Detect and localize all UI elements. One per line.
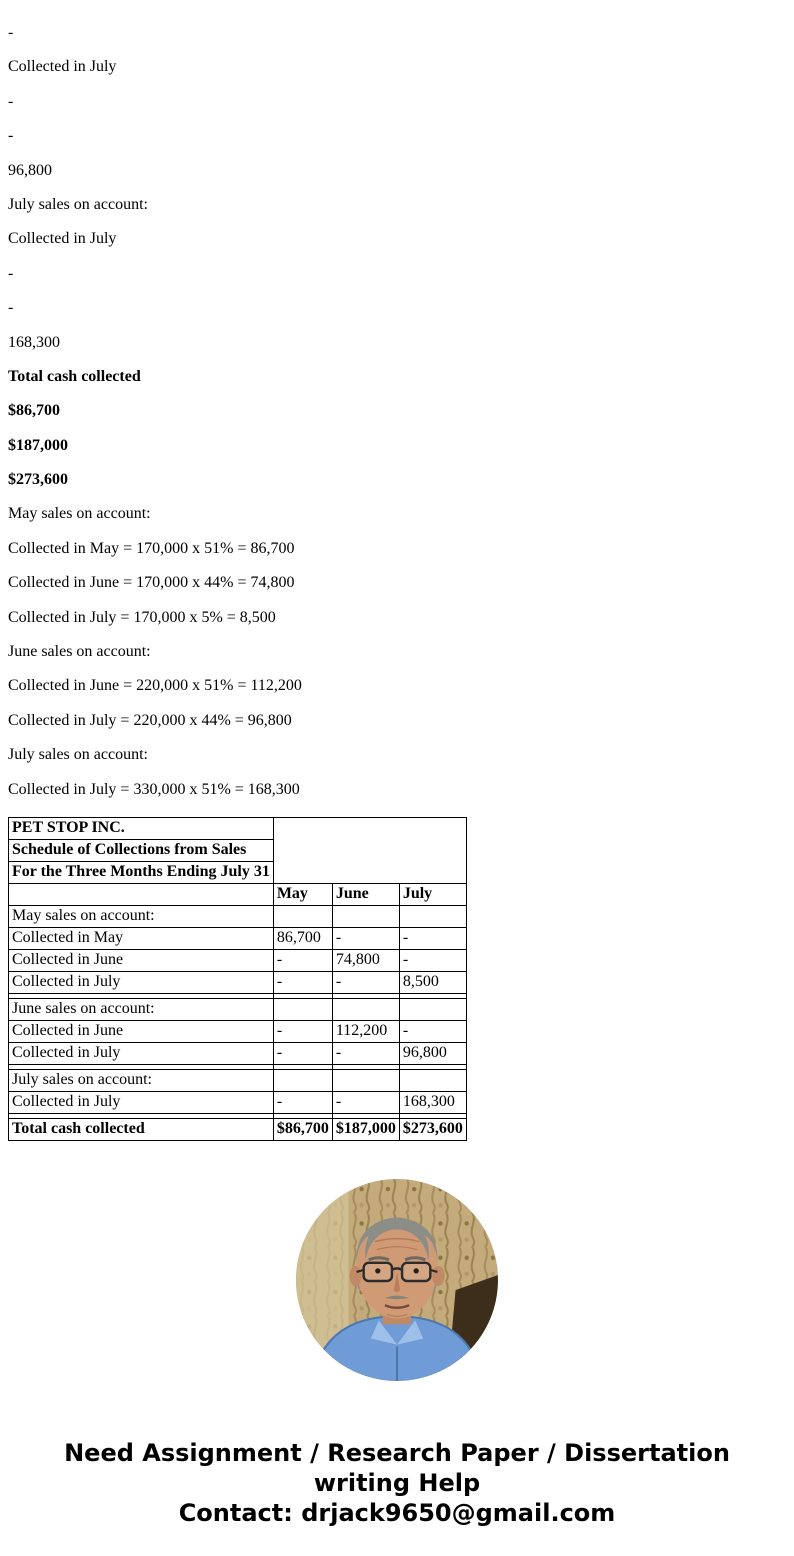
paragraph: Collected in July = 220,000 x 44% = 96,800 bbox=[8, 711, 292, 729]
paragraph: Collected in June = 220,000 x 51% = 112,200 bbox=[8, 677, 302, 695]
row-label-cell: Total cash collected bbox=[9, 1118, 274, 1140]
paragraph: 168,300 bbox=[8, 333, 60, 351]
row-value-cell: 96,800 bbox=[399, 1042, 466, 1064]
paragraph-list bbox=[8, 24, 786, 799]
row-value-cell: 74,800 bbox=[332, 949, 399, 971]
paragraph: - bbox=[8, 264, 14, 282]
table-column-header: July bbox=[399, 883, 466, 905]
table-column-header: June bbox=[332, 883, 399, 905]
table-row bbox=[9, 1042, 467, 1064]
row-label-cell: May sales on account: bbox=[9, 905, 274, 927]
paragraph: - bbox=[8, 127, 14, 145]
table-row bbox=[9, 1020, 467, 1042]
row-value-cell: - bbox=[273, 1042, 332, 1064]
paragraph: - bbox=[8, 92, 14, 110]
paragraph: May sales on account: bbox=[8, 505, 151, 523]
table-header-empty-cell bbox=[9, 883, 274, 905]
row-value-cell: $86,700 bbox=[273, 1118, 332, 1140]
row-label-cell: July sales on account: bbox=[9, 1069, 274, 1091]
row-value-cell bbox=[399, 905, 466, 927]
table-title-row bbox=[9, 817, 467, 839]
collections-table bbox=[8, 817, 467, 1141]
paragraph: Collected in July = 170,000 x 5% = 8,500 bbox=[8, 608, 276, 626]
paragraph: Collected in July = 330,000 x 51% = 168,300 bbox=[8, 780, 300, 798]
row-value-cell: - bbox=[273, 1020, 332, 1042]
row-label-cell: Collected in June bbox=[9, 949, 274, 971]
footer-help-text: Need Assignment / Research Paper / Dissertation writing Help bbox=[64, 1438, 730, 1497]
table-title-blank-cell bbox=[273, 817, 466, 839]
row-value-cell bbox=[273, 998, 332, 1020]
row-label-cell: June sales on account: bbox=[9, 998, 274, 1020]
footer-contact-text: Contact: drjack9650@gmail.com bbox=[178, 1498, 616, 1527]
paragraph: Total cash collected bbox=[8, 367, 141, 385]
row-value-cell: - bbox=[332, 1042, 399, 1064]
table-title-row bbox=[9, 861, 467, 883]
table-title-blank-cell bbox=[273, 861, 466, 883]
row-value-cell bbox=[273, 1069, 332, 1091]
table-title-cell: PET STOP INC. bbox=[9, 817, 274, 839]
paragraph: $273,600 bbox=[8, 471, 68, 489]
footer-banner bbox=[17, 1438, 777, 1528]
table-row bbox=[9, 998, 467, 1020]
paragraph: - bbox=[8, 299, 14, 317]
paragraph: Collected in June = 170,000 x 44% = 74,800 bbox=[8, 574, 295, 592]
row-value-cell: - bbox=[399, 927, 466, 949]
row-value-cell: 86,700 bbox=[273, 927, 332, 949]
row-value-cell: - bbox=[399, 1020, 466, 1042]
table-row bbox=[9, 1091, 467, 1113]
row-value-cell: - bbox=[332, 927, 399, 949]
paragraph: Collected in July bbox=[8, 58, 117, 76]
collections-table-body bbox=[9, 817, 467, 1140]
row-value-cell: 168,300 bbox=[399, 1091, 466, 1113]
row-value-cell: - bbox=[273, 971, 332, 993]
row-value-cell: - bbox=[399, 949, 466, 971]
table-header-row bbox=[9, 883, 467, 905]
row-value-cell: 112,200 bbox=[332, 1020, 399, 1042]
row-value-cell bbox=[332, 905, 399, 927]
table-title-blank-cell bbox=[273, 839, 466, 861]
table-title-cell: For the Three Months Ending July 31 bbox=[9, 861, 274, 883]
paragraph: - bbox=[8, 24, 14, 41]
paragraph: July sales on account: bbox=[8, 195, 148, 213]
row-value-cell: - bbox=[273, 949, 332, 971]
paragraph: July sales on account: bbox=[8, 746, 148, 764]
table-row bbox=[9, 905, 467, 927]
table-row bbox=[9, 971, 467, 993]
row-value-cell bbox=[273, 905, 332, 927]
paragraph: June sales on account: bbox=[8, 643, 151, 661]
row-value-cell: - bbox=[273, 1091, 332, 1113]
table-title-row bbox=[9, 839, 467, 861]
paragraph: Collected in July bbox=[8, 230, 117, 248]
tutor-portrait-image bbox=[296, 1179, 498, 1381]
row-label-cell: Collected in July bbox=[9, 971, 274, 993]
row-value-cell bbox=[332, 998, 399, 1020]
paragraph: 96,800 bbox=[8, 161, 52, 179]
paragraph: Collected in May = 170,000 x 51% = 86,700 bbox=[8, 539, 295, 557]
row-value-cell bbox=[332, 1069, 399, 1091]
table-row bbox=[9, 1118, 467, 1140]
row-value-cell bbox=[399, 998, 466, 1020]
row-label-cell: Collected in June bbox=[9, 1020, 274, 1042]
table-row bbox=[9, 927, 467, 949]
row-value-cell: $273,600 bbox=[399, 1118, 466, 1140]
row-value-cell: 8,500 bbox=[399, 971, 466, 993]
row-label-cell: Collected in July bbox=[9, 1091, 274, 1113]
tutor-portrait-drawing bbox=[296, 1179, 498, 1381]
row-value-cell: - bbox=[332, 1091, 399, 1113]
row-value-cell bbox=[399, 1069, 466, 1091]
paragraph: $187,000 bbox=[8, 436, 68, 454]
table-row bbox=[9, 949, 467, 971]
row-label-cell: Collected in July bbox=[9, 1042, 274, 1064]
row-label-cell: Collected in May bbox=[9, 927, 274, 949]
table-column-header: May bbox=[273, 883, 332, 905]
row-value-cell: - bbox=[332, 971, 399, 993]
table-title-cell: Schedule of Collections from Sales bbox=[9, 839, 274, 861]
row-value-cell: $187,000 bbox=[332, 1118, 399, 1140]
paragraph: $86,700 bbox=[8, 402, 60, 420]
table-row bbox=[9, 1069, 467, 1091]
portrait-section bbox=[8, 1179, 786, 1386]
